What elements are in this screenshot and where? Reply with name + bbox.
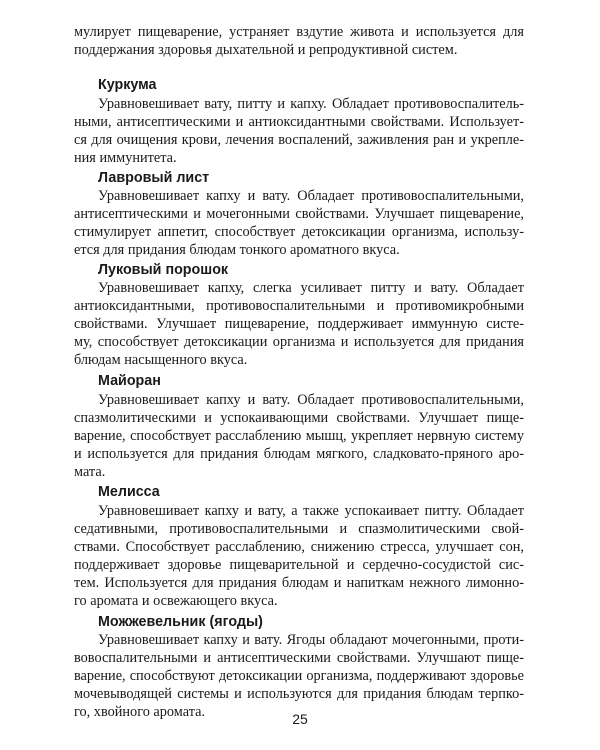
entry-line: го, хвойного аромата.: [74, 704, 206, 720]
entry-line: вовоспалительными и антисептическими свойствами. Улучшают пище-: [74, 650, 524, 666]
entry-line: ется для придания блюдам тонкого ароматного вкуса.: [74, 242, 400, 258]
entry-title-bay-leaf: Лавровый лист: [98, 170, 210, 186]
entry-line: ся для очищения крови, лечения воспалений, заживления ран и укрепле-: [74, 132, 524, 148]
intro-line: поддержания здоровья дыхательной и репродуктивной систем.: [74, 42, 458, 58]
entry-title-juniper: Можжевельник (ягоды): [98, 614, 263, 630]
entry-line: антисептическими и мочегонными свойствами. Улучшает пищеварение,: [74, 206, 524, 222]
entry-line: Уравновешивает капху и вату. Обладает противовоспалительными,: [98, 188, 524, 204]
entry-line: му, способствует детоксикации организма и используется для придания: [74, 334, 524, 350]
entry-line: спазмолитическими и успокаивающими свойствами. Улучшает пище-: [74, 410, 524, 426]
entry-line: ствами. Способствует расслаблению, снижению стресса, улучшает сон,: [74, 539, 524, 555]
entry-title-lemon-balm: Мелисса: [98, 484, 160, 500]
entry-line: и используется для придания блюдам мягкого, сладковато-пряного аро-: [74, 446, 524, 462]
entry-line: тем. Используется для придания блюдам и напиткам нежного лимонно-: [74, 575, 524, 591]
entry-line: ными, антисептическими и антиоксидантными свойствами. Использует-: [74, 114, 524, 130]
entry-line: Уравновешивает капху и вату, а также успокаивает питту. Обладает: [98, 503, 524, 519]
entry-title-turmeric: Куркума: [98, 77, 157, 93]
entry-line: стимулирует аппетит, способствует детоксикации организма, использу-: [74, 224, 524, 240]
entry-line: свойствами. Улучшает пищеварение, поддерживает иммунную систе-: [74, 316, 524, 332]
entry-line: Уравновешивает вату, питту и капху. Обладает противовоспалитель-: [98, 96, 524, 112]
entry-line: мата.: [74, 464, 106, 480]
intro-line: мулирует пищеварение, устраняет вздутие живота и используется для: [74, 24, 524, 40]
entry-line: варение, способствует расслаблению мышц, укрепляет нервную систему: [74, 428, 524, 444]
page-number: 25: [292, 711, 308, 727]
entry-line: варение, способствуют детоксикации организма, поддерживают здоровье: [74, 668, 524, 684]
entry-line: антиоксидантными, противовоспалительными и противомикробными: [74, 298, 524, 314]
entry-line: Уравновешивает капху, слегка усиливает питту и вату. Обладает: [98, 280, 524, 296]
entry-line: поддерживает здоровье пищеварительной и сердечно-сосудистой сис-: [74, 557, 524, 573]
entry-line: мочевыводящей системы и используются для придания блюдам терпко-: [74, 686, 524, 702]
entry-line: Уравновешивает капху и вату. Ягоды обладают мочегонными, проти-: [98, 632, 524, 648]
entry-line: блюдам насыщенного вкуса.: [74, 352, 248, 368]
entry-title-marjoram: Майоран: [98, 373, 161, 389]
entry-line: седативными, противовоспалительными и спазмолитическими свой-: [74, 521, 524, 537]
entry-line: ния иммунитета.: [74, 150, 177, 166]
entry-title-onion-powder: Луковый порошок: [98, 262, 229, 278]
entry-line: Уравновешивает капху и вату. Обладает противовоспалительными,: [98, 392, 524, 408]
entry-line: го аромата и освежающего вкуса.: [74, 593, 278, 609]
